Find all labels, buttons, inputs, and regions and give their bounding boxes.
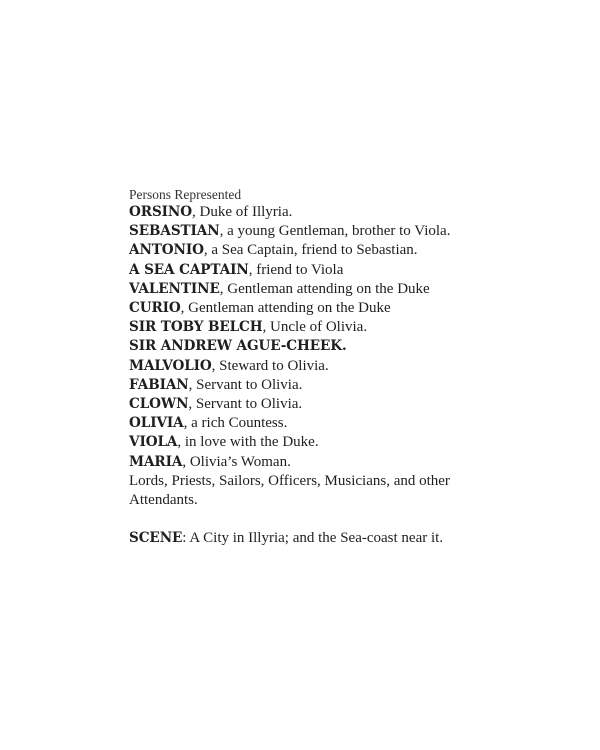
person-description: , in love with the Duke. [177,434,319,451]
person-entry [129,222,529,241]
person-name: ANTONIO [129,242,204,259]
person-entry [129,241,529,260]
person-entry [129,318,529,337]
person-entry [129,395,529,414]
person-name: VIOLA [129,434,178,451]
person-name: VALENTINE [129,280,220,297]
person-name: CURIO [129,300,181,317]
person-entry [129,433,529,452]
dramatis-personae [129,186,529,548]
person-entry [129,376,529,395]
person-description: , Servant to Olivia. [188,396,303,413]
person-entry [129,299,529,318]
person-entry [129,453,529,472]
persons-list [129,203,529,472]
person-entry [129,203,529,222]
person-entry [129,280,529,299]
person-description: , Uncle of Olivia. [262,319,368,336]
person-description: , a Sea Captain, friend to Sebastian. [203,242,418,259]
person-name: SEBASTIAN [129,223,220,240]
person-description: , Gentleman attending on the Duke [219,280,430,297]
person-name: MALVOLIO [129,357,212,374]
person-entry [129,414,529,433]
person-name: FABIAN [129,376,189,393]
person-description: , a rich Countess. [183,415,288,432]
person-entry [129,357,529,376]
attendants-line: Lords, Priests, Sailors, Officers, Musicians, and other Attendants. [129,472,450,509]
person-entry [129,337,529,356]
person-description: , Gentleman attending on the Duke [180,300,391,317]
paragraph-gap [129,510,529,529]
person-name: MARIA [129,453,183,470]
person-description: , a young Gentleman, brother to Viola. [219,223,451,240]
scene-label: SCENE [129,530,183,547]
person-name: CLOWN [129,396,189,413]
section-heading: Persons Represented [129,187,242,202]
scene-text: : A City in Illyria; and the Sea-coast near it. [182,530,444,547]
person-name: ORSINO [129,204,192,220]
person-name: SIR TOBY BELCH [129,319,263,336]
person-entry [129,261,529,280]
person-name: SIR ANDREW AGUE-CHEEK. [129,338,347,355]
person-description: , Servant to Olivia. [188,376,303,393]
person-name: OLIVIA [129,415,184,432]
person-description: , Olivia’s Woman. [182,453,291,470]
person-description: , Duke of Illyria. [191,204,293,220]
person-description: , friend to Viola [248,261,344,278]
person-name: A SEA CAPTAIN [129,261,249,278]
person-description: , Steward to Olivia. [211,357,329,374]
scene-line [129,529,529,548]
